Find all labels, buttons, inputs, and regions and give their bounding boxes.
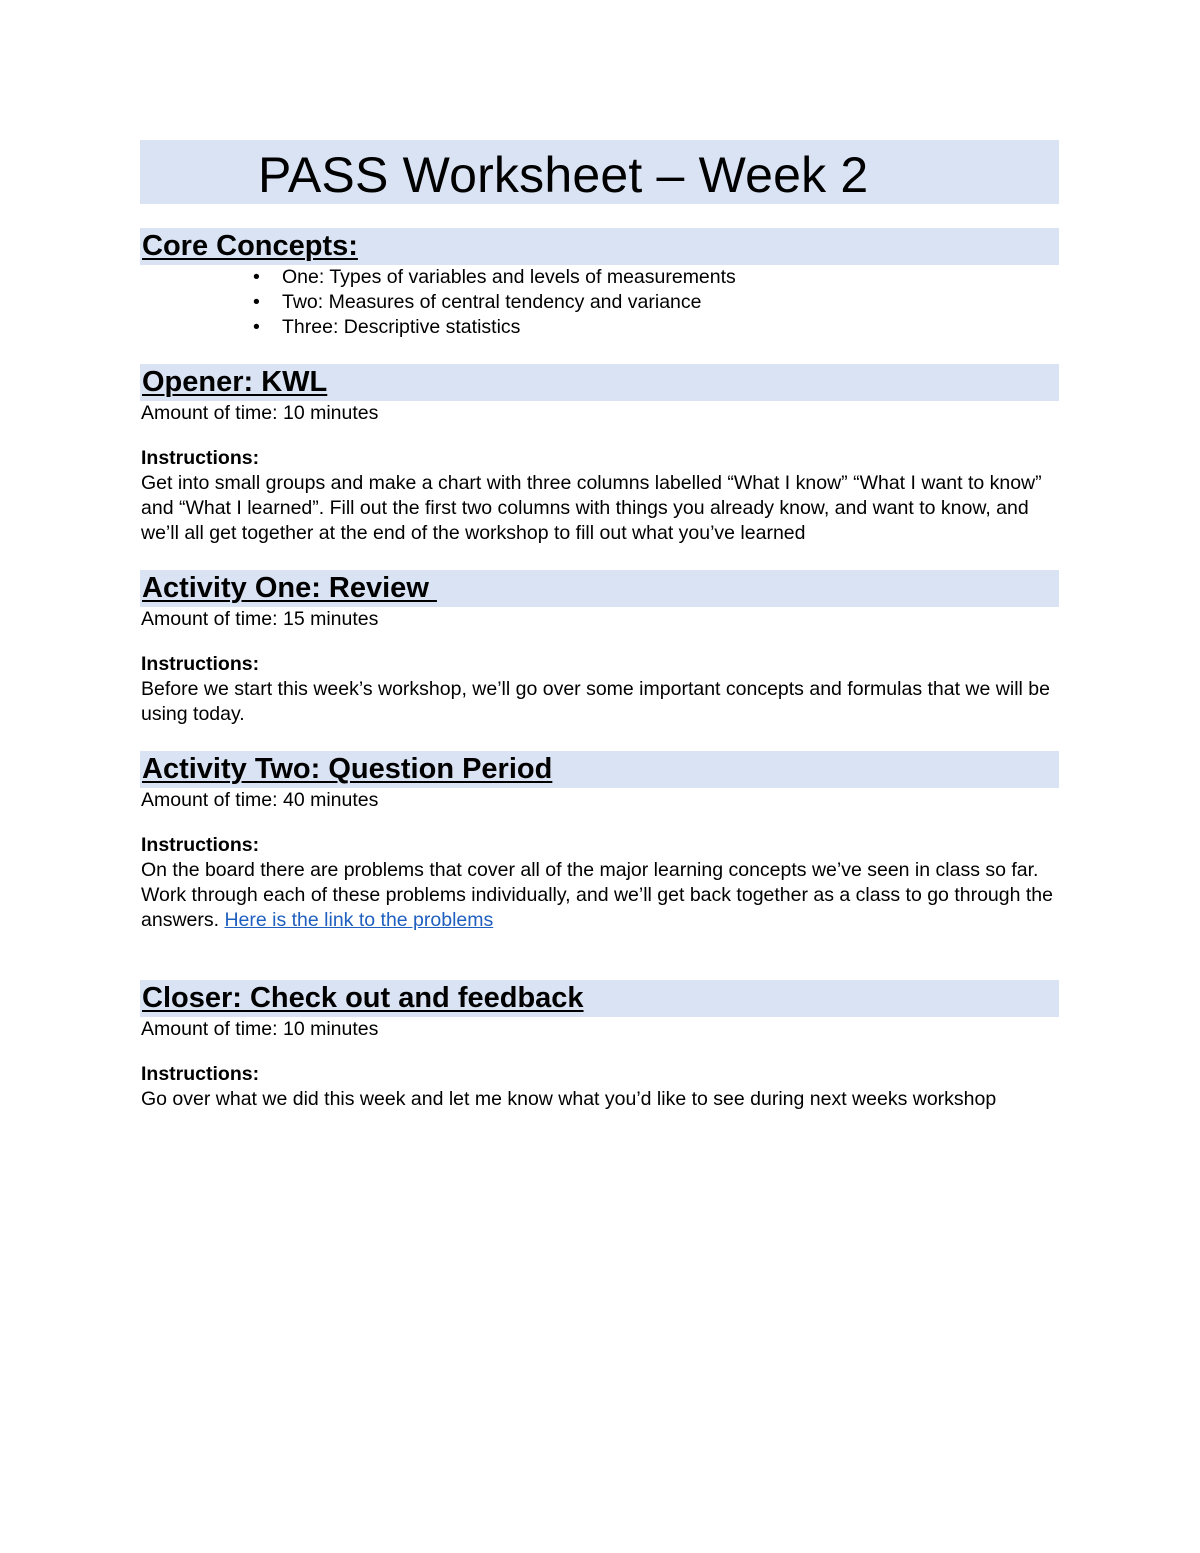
core-concepts-heading: Core Concepts: (142, 230, 358, 262)
activity-two-section (140, 751, 1059, 933)
opener-section (140, 364, 1059, 546)
activity-two-instructions: On the board there are problems that cover all of the major learning concepts we’ve seen in class so far. Work through each of these problems individually, and we’ll get back together as a class to go through the answers. Here is the link to the problems (141, 859, 1053, 931)
list-item: • One: Types of variables and levels of measurements (253, 266, 736, 288)
activity-one-instructions-label: Instructions: (141, 653, 260, 675)
closer-time: Amount of time: 10 minutes (141, 1018, 379, 1040)
activity-one-heading-band (140, 570, 1059, 607)
activity-two-instructions-label: Instructions: (141, 834, 260, 856)
activity-two-heading: Activity Two: Question Period (142, 753, 553, 785)
core-concepts-heading-band (140, 228, 1059, 265)
opener-heading: Opener: KWL (142, 366, 328, 398)
closer-instructions-label: Instructions: (141, 1063, 260, 1085)
closer-heading: Closer: Check out and feedback (142, 982, 584, 1014)
activity-two-heading-band (140, 751, 1059, 788)
bullet-icon: • (253, 316, 260, 338)
opener-time: Amount of time: 10 minutes (141, 402, 379, 424)
title-band (140, 140, 1059, 204)
list-item: • Two: Measures of central tendency and variance (253, 291, 702, 313)
core-concepts-list (140, 265, 1059, 340)
closer-heading-band (140, 980, 1059, 1017)
opener-instructions-label: Instructions: (141, 447, 260, 469)
worksheet-page (140, 140, 1059, 1110)
bullet-icon: • (253, 266, 260, 288)
core-concepts-section (140, 228, 1059, 340)
problems-link[interactable]: Here is the link to the problems (224, 909, 494, 931)
activity-one-heading: Activity One: Review (142, 572, 437, 604)
activity-one-instructions: Before we start this week’s workshop, we’ll go over some important concepts and formulas that we will be using today. (141, 678, 1050, 725)
page-title: PASS Worksheet – Week 2 (258, 147, 869, 203)
activity-two-time: Amount of time: 40 minutes (141, 789, 379, 811)
closer-instructions: Go over what we did this week and let me know what you’d like to see during next weeks workshop (141, 1088, 997, 1110)
opener-heading-band (140, 364, 1059, 401)
bullet-icon: • (253, 291, 260, 313)
list-item: • Three: Descriptive statistics (253, 316, 521, 338)
activity-one-section (140, 570, 1059, 727)
closer-section (140, 980, 1059, 1112)
activity-one-time: Amount of time: 15 minutes (141, 608, 379, 630)
opener-instructions: Get into small groups and make a chart with three columns labelled “What I know” “What I want to know” and “What I learned”. Fill out the first two columns with things you already know, and want to know, and we’ll all get together at the end of the workshop to fill out what you’ve learned (141, 472, 1042, 544)
